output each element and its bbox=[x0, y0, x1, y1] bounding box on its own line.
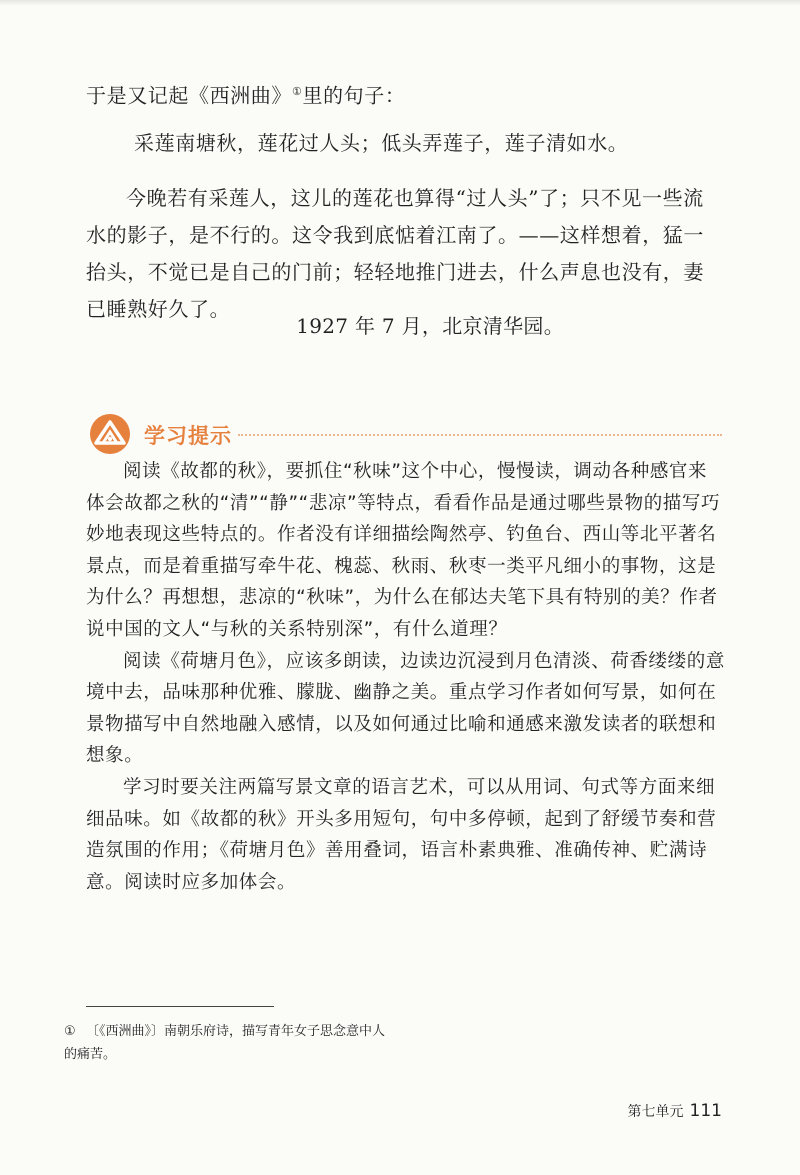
footnote-divider bbox=[86, 1006, 274, 1007]
body-paragraph: 今晚若有采莲人，这儿的莲花也算得“过人头”了；只不见一些流水的影子，是不行的。这令我到底惦着江南了。——这样想着，猛一抬头，不觉已是自己的门前；轻轻地推门进去，什么声息也没有，妻已睡熟好久了。 bbox=[86, 186, 704, 321]
footnote-mark: ① bbox=[64, 1024, 76, 1039]
footnote bbox=[64, 1020, 394, 1066]
page-footer bbox=[628, 1101, 722, 1121]
footnote-ref: ① bbox=[292, 85, 303, 98]
date-signature: 1927 年 7 月，北京清华园。 bbox=[296, 314, 564, 338]
study-tips-title: 学习提示 bbox=[144, 424, 232, 448]
dotted-divider bbox=[238, 434, 722, 436]
intro-text: 于是又记起《西洲曲》 bbox=[86, 83, 292, 108]
intro-text-end: 里的句子： bbox=[302, 83, 406, 108]
tips-paragraph-1: 阅读《故都的秋》，要抓住“秋味”这个中心，慢慢读，调动各种感官来体会故都之秋的“清”“静”“悲凉”等特点，看看作品是通过哪些景物的描写巧妙地表现这些特点的。作者没有详细描绘陶然亭、钓鱼台、西山等北平著名景点，而是着重描写牵牛花、槐蕊、秋雨、秋枣一类平凡细小的事物，这是为什么？再想想，悲凉的“秋味”，为什么在郁达夫笔下具有特别的美？作者说中国的文人“与秋的关系特别深”，有什么道理？ bbox=[86, 461, 721, 640]
study-tips-logo-icon bbox=[88, 412, 132, 456]
tips-paragraph-2: 阅读《荷塘月色》，应该多朗读，边读边沉浸到月色清淡、荷香缕缕的意境中去，品味那种优雅、朦胧、幽静之美。重点学习作者如何写景，如何在景物描写中自然地融入感情，以及如何通过比喻和通感来激发读者的联想和想象。 bbox=[86, 650, 725, 767]
poem-quote: 采莲南塘秋，莲花过人头；低头弄莲子，莲子清如水。 bbox=[134, 131, 629, 155]
footnote-text: 〔《西洲曲》〕南朝乐府诗，描写青年女子思念意中人的痛苦。 bbox=[64, 1024, 386, 1062]
page-number: 111 bbox=[689, 1101, 722, 1121]
intro-line bbox=[86, 73, 716, 115]
page-top-edge bbox=[0, 0, 800, 6]
study-tips-body bbox=[86, 456, 726, 898]
unit-label: 第七单元 bbox=[627, 1104, 684, 1120]
tips-paragraph-3: 学习时要关注两篇写景文章的语言艺术，可以从用词、句式等方面来细细品味。如《故都的秋》开头多用短句，句中多停顿，起到了舒缓节奏和营造氛围的作用；《荷塘月色》善用叠词，语言朴素典雅、准确传神、贮满诗意。阅读时应多加体会。 bbox=[86, 776, 717, 893]
study-tips-header bbox=[88, 412, 723, 456]
